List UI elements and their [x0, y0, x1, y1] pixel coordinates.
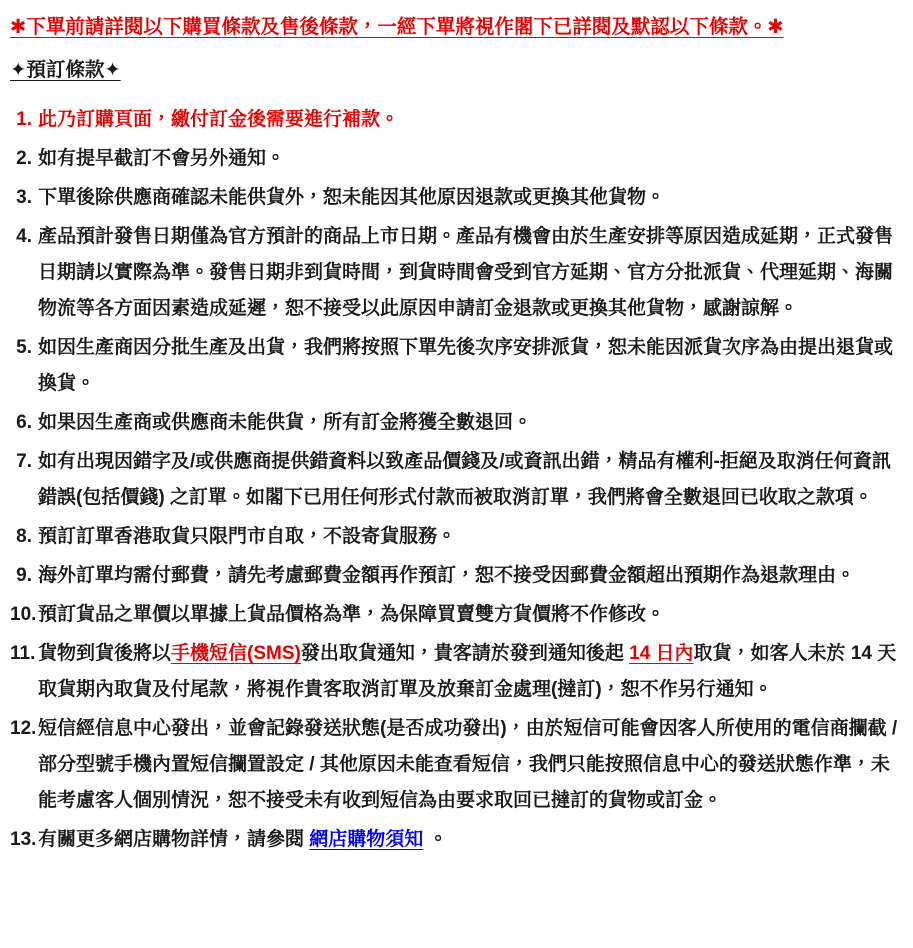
term-text-body: [38, 412, 532, 433]
term-item-6: [10, 405, 907, 441]
term-item-4: [10, 219, 907, 327]
term-text-body: [38, 526, 456, 547]
term-text: 海外訂單均需付郵費，請先考慮郵費金額再作預訂，恕不接受因郵費金額超出預期作為退款理由。: [38, 565, 856, 586]
term-text: 。: [423, 829, 448, 850]
term-item-3: [10, 180, 907, 216]
term-text-body: [38, 109, 399, 130]
red-highlight-text: 14 日內: [629, 643, 694, 664]
term-number: 2.: [16, 148, 32, 169]
term-number: 6.: [16, 412, 32, 433]
term-text-body: [38, 226, 893, 319]
term-text-body: [38, 604, 665, 625]
term-number: 3.: [16, 187, 32, 208]
term-item-9: [10, 558, 907, 594]
term-number: 4.: [16, 226, 32, 247]
term-text-body: [38, 718, 897, 811]
term-text-body: [38, 337, 893, 394]
term-number: 5.: [16, 337, 32, 358]
term-item-2: [10, 141, 907, 177]
term-text: 下單後除供應商確認未能供貨外，恕未能因其他原因退款或更換其他貨物。: [38, 187, 666, 208]
term-number: 1.: [16, 109, 32, 130]
term-number: 12.: [10, 718, 37, 739]
shop-notice-link[interactable]: 網店購物須知: [309, 829, 424, 850]
term-text: 有關更多網店購物詳情，請參閱: [38, 829, 310, 850]
section-title-preorder-terms: ✦預訂條款✦: [10, 59, 121, 81]
term-text: 短信經信息中心發出，並會記錄發送狀態(是否成功發出)，由於短信可能會因客人所使用的電信商攔截 / 部分型號手機內置短信攔置設定 / 其他原因未能查看短信，我們只能按照信息中心的發送狀態作準，未能考慮客人個別情況，恕不接受未有收到短信為由要求取回已撻訂的貨物或訂金。: [38, 718, 898, 811]
term-number: 8.: [16, 526, 32, 547]
term-item-10: [10, 597, 907, 633]
term-text: 產品預計發售日期僅為官方預計的商品上市日期。產品有機會由於生產安排等原因造成延期，正式發售日期請以實際為準。發售日期非到貨時間，到貨時間會受到官方延期、官方分批派貨、代理延期、海關物流等各方面因素造成延遲，恕不接受以此原因申請訂金退款或更換其他貨物，感謝諒解。: [38, 226, 894, 319]
terms-list: [10, 102, 907, 858]
term-item-13: [10, 822, 907, 858]
term-number: 9.: [16, 565, 32, 586]
term-text: 如有提早截訂不會另外通知。: [38, 148, 286, 169]
term-number: 13.: [10, 829, 37, 850]
term-text: 如因生產商因分批生產及出貨，我們將按照下單先後次序安排派貨，恕未能因派貨次序為由提出退貨或換貨。: [38, 337, 894, 394]
term-text: 預訂貨品之單價以單據上貨品價格為準，為保障買賣雙方貨價將不作修改。: [38, 604, 666, 625]
term-text-body: [38, 565, 855, 586]
term-text-body: [38, 451, 891, 508]
term-text-body: [38, 643, 896, 700]
term-item-1: [10, 102, 907, 138]
pre-order-warning-title: ✱下單前請詳閱以下購買條款及售後條款，一經下單將視作閣下已詳閱及默認以下條款。✱: [10, 16, 784, 38]
red-highlight-text: 手機短信(SMS): [171, 643, 301, 664]
term-text: 此乃訂購頁面，繳付訂金後需要進行補款。: [38, 109, 400, 130]
term-text: 如果因生產商或供應商未能供貨，所有訂金將獲全數退回。: [38, 412, 533, 433]
term-text-body: [38, 829, 448, 850]
term-text-body: [38, 187, 665, 208]
term-item-8: [10, 519, 907, 555]
term-text: 貨物到貨後將以: [38, 643, 172, 664]
term-text: 如有出現因錯字及/或供應商提供錯資料以致產品價錢及/或資訊出錯，精品有權利-拒絕及取消任何資訊錯誤(包括價錢) 之訂單。如閣下已用任何形式付款而被取消訂單，我們將會全數退回已收取之款項。: [38, 451, 891, 508]
term-text: 預訂訂單香港取貨只限門市自取，不設寄貨服務。: [38, 526, 457, 547]
term-text: 取貨，如客人未於 14 天取貨期內取貨及付尾款，將視作貴客取消訂單及放棄訂金處理(撻訂)，恕不作另行通知。: [38, 643, 897, 700]
term-text-body: [38, 148, 285, 169]
term-item-5: [10, 330, 907, 402]
term-number: 11.: [10, 643, 36, 664]
term-text: 發出取貨通知，貴客請於發到通知後起: [300, 643, 630, 664]
term-item-11: [10, 636, 907, 708]
term-number: 10.: [10, 604, 37, 625]
term-number: 7.: [16, 451, 32, 472]
term-item-7: [10, 444, 907, 516]
term-item-12: [10, 711, 907, 819]
